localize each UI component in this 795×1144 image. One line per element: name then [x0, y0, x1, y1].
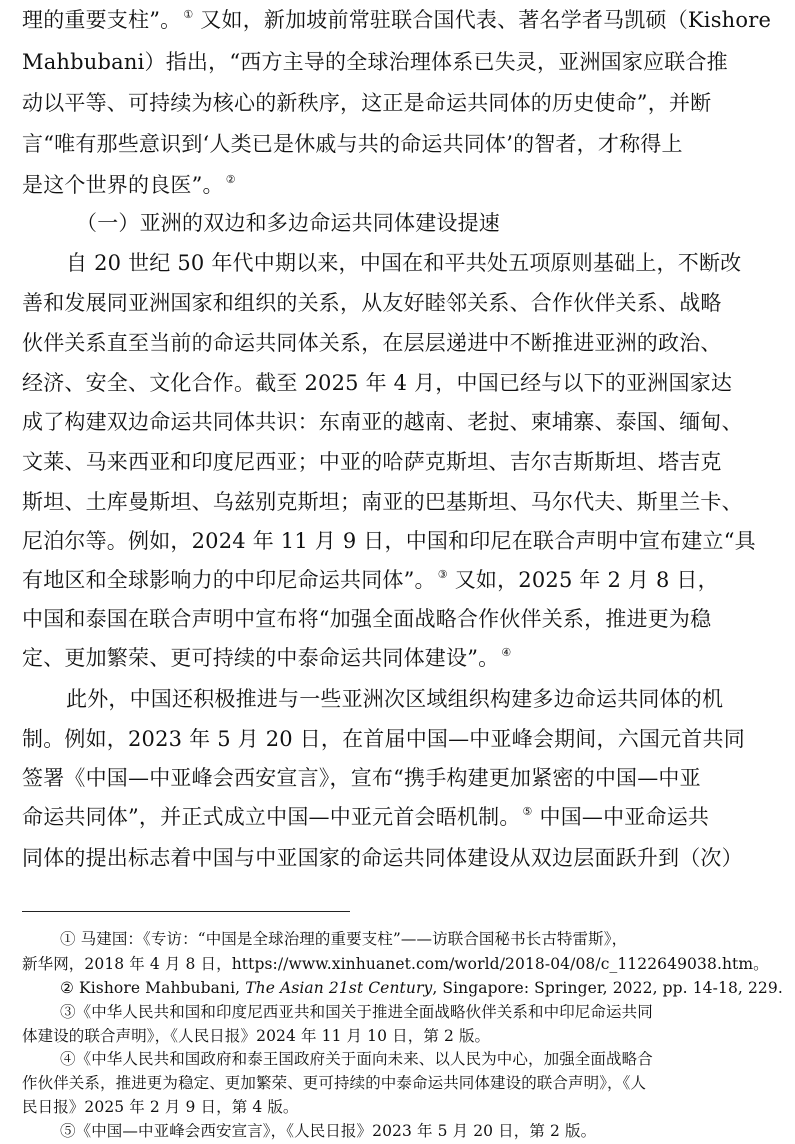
footnote-4-cont: 作伙伴关系，推进更为稳定、更加繁荣、更可持续的中泰命运共同体建设的联合声明》，《人	[22, 1074, 647, 1092]
section-heading: （一）亚洲的双边和多边命运共同体建设提速	[76, 211, 500, 235]
footnote-ref[interactable]: ⑤	[522, 805, 533, 818]
body-line: Mahbubani）指出，“西方主导的全球治理体系已失灵，亚洲国家应联合推	[22, 50, 728, 74]
body-line: 理的重要支柱”。 ① 又如，新加坡前常驻联合国代表、著名学者马凯硕（Kishore	[22, 8, 772, 32]
footnote-1-cont: 新华网，2018 年 4 月 8 日，https://www.xinhuanet.com/world/2018-04/08/c_1122649038.htm。	[22, 955, 769, 973]
body-line: 是这个世界的良医”。 ②	[22, 173, 236, 197]
body-line: 中国和泰国在联合声明中宣布将“加强全面战略合作伙伴关系，推进更为稳	[22, 607, 712, 631]
body-line: 言“唯有那些意识到‘人类已是休戚与共的命运共同体’的智者，才称得上	[22, 132, 683, 156]
footnote-ref[interactable]: ①	[183, 8, 194, 21]
footnote-divider	[22, 911, 350, 912]
footnote-ref[interactable]: ③	[437, 568, 448, 581]
body-line: 命运共同体”，并正式成立中国—中亚元首会晤机制。 ⑤ 中国—中亚命运共	[22, 805, 710, 829]
body-line: 经济、安全、文化合作。截至 2025 年 4 月，中国已经与以下的亚洲国家达	[22, 371, 733, 395]
body-line: 制。例如，2023 年 5 月 20 日，在首届中国—中亚峰会期间，六国元首共同	[22, 727, 745, 751]
footnote-ref[interactable]: ④	[501, 646, 512, 659]
body-line: 有地区和全球影响力的中印尼命运共同体”。 ③ 又如，2025 年 2 月 8 日，	[22, 568, 719, 592]
body-line: 善和发展同亚洲国家和组织的关系，从友好睦邻关系、合作伙伴关系、战略	[22, 291, 722, 315]
body-line: 同体的提出标志着中国与中亚国家的命运共同体建设从双边层面跃升到（次）	[22, 846, 743, 870]
body-line: 成了构建双边命运共同体共识：东南亚的越南、老挝、柬埔寨、泰国、缅甸、	[22, 410, 743, 434]
body-line: 文莱、马来西亚和印度尼西亚；中亚的哈萨克斯坦、吉尔吉斯斯坦、塔吉克	[22, 450, 722, 474]
body-line: 斯坦、土库曼斯坦、乌兹别克斯坦；南亚的巴基斯坦、马尔代夫、斯里兰卡、	[22, 490, 743, 514]
footnote-5: ⑤《中国—中亚峰会西安宣言》，《人民日报》2023 年 5 月 20 日，第 2 版。	[60, 1122, 597, 1140]
body-line: 伙伴关系直至当前的命运共同体关系，在层层递进中不断推进亚洲的政治、	[22, 331, 722, 355]
body-line: 此外，中国还积极推进与一些亚洲次区域组织构建多边命运共同体的机	[66, 687, 724, 711]
body-line: 动以平等、可持续为核心的新秩序，这正是命运共同体的历史使命”，并断	[22, 91, 712, 115]
footnote-2: ② Kishore Mahbubani, The Asian 21st Century, Singapore: Springer, 2022, pp. 14-18, 229.	[60, 979, 783, 997]
body-line: 尼泊尔等。例如，2024 年 11 月 9 日，中国和印尼在联合声明中宣布建立“具	[22, 529, 756, 553]
footnote-4: ④《中华人民共和国政府和泰王国政府关于面向未来、以人民为中心，加强全面战略合	[60, 1050, 653, 1068]
body-line: 定、更加繁荣、更可持续的中泰命运共同体建设”。 ④	[22, 646, 512, 670]
body-line: 自 20 世纪 50 年代中期以来，中国在和平共处五项原则基础上，不断改	[66, 251, 742, 275]
body-line: 签署《中国—中亚峰会西安宣言》，宣布“携手构建更加紧密的中国—中亚	[22, 766, 701, 790]
footnote-ref[interactable]: ②	[225, 173, 236, 186]
footnote-4-cont: 民日报》2025 年 2 月 9 日，第 4 版。	[22, 1098, 299, 1116]
footnote-3-cont: 体建设的联合声明》，《人民日报》2024 年 11 月 10 日，第 2 版。	[22, 1027, 491, 1045]
footnote-3: ③《中华人民共和国和印度尼西亚共和国关于推进全面战略伙伴关系和中印尼命运共同	[60, 1003, 653, 1021]
footnote-1: ① 马建国：《专访：“中国是全球治理的重要支柱”——访联合国秘书长古特雷斯》，	[60, 930, 628, 948]
